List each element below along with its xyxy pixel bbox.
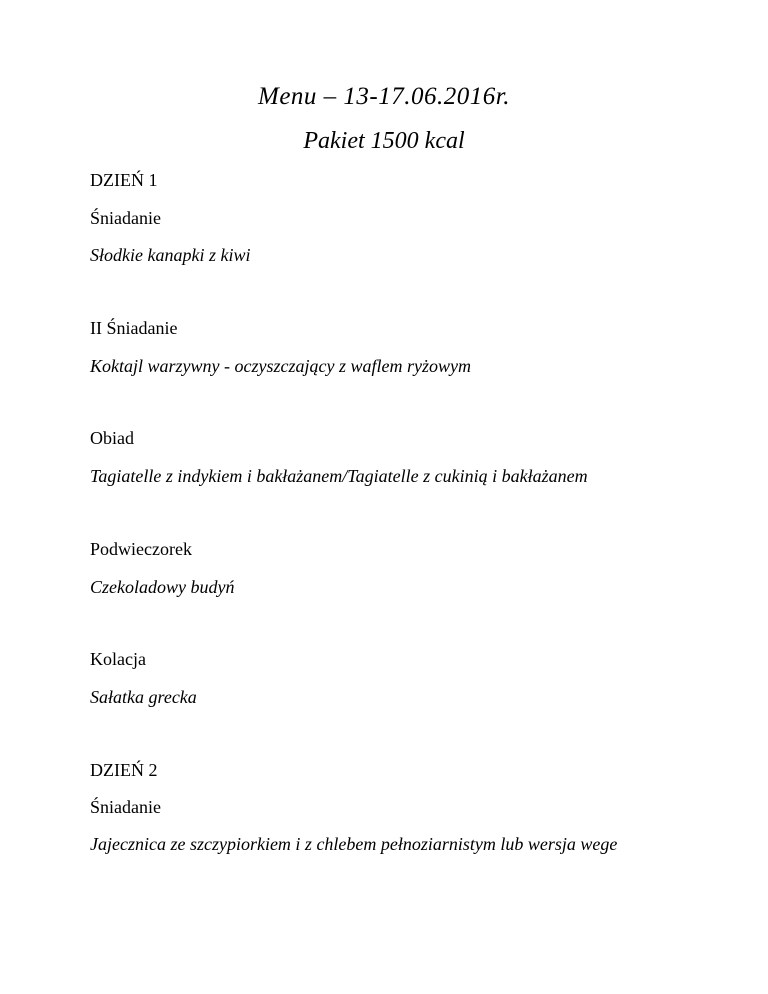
meal-name: Śniadanie [90,208,161,228]
meal-dish: Jajecznica ze szczypiorkiem i z chlebem pełnoziarnistym lub wersja wege [90,834,618,854]
meal-dish: Sałatka grecka [90,687,197,707]
menu-title: Menu – 13-17.06.2016r. [258,83,510,110]
meal-dish: Tagiatelle z indykiem i bakłażanem/Tagiatelle z cukinią i bakłażanem [90,466,588,486]
meal-name: Śniadanie [90,797,161,817]
package-subtitle: Pakiet 1500 kcal [303,128,465,154]
meal-dish: Czekoladowy budyń [90,577,235,597]
meal-name: Obiad [90,428,134,448]
day-label: DZIEŃ 2 [90,760,158,780]
meal-dish: Słodkie kanapki z kiwi [90,245,251,265]
meal-dish: Koktajl warzywny - oczyszczający z waflem ryżowym [90,356,471,376]
day-label: DZIEŃ 1 [90,170,158,190]
meal-name: Podwieczorek [90,539,192,559]
meal-name: II Śniadanie [90,318,178,338]
meal-name: Kolacja [90,649,146,669]
